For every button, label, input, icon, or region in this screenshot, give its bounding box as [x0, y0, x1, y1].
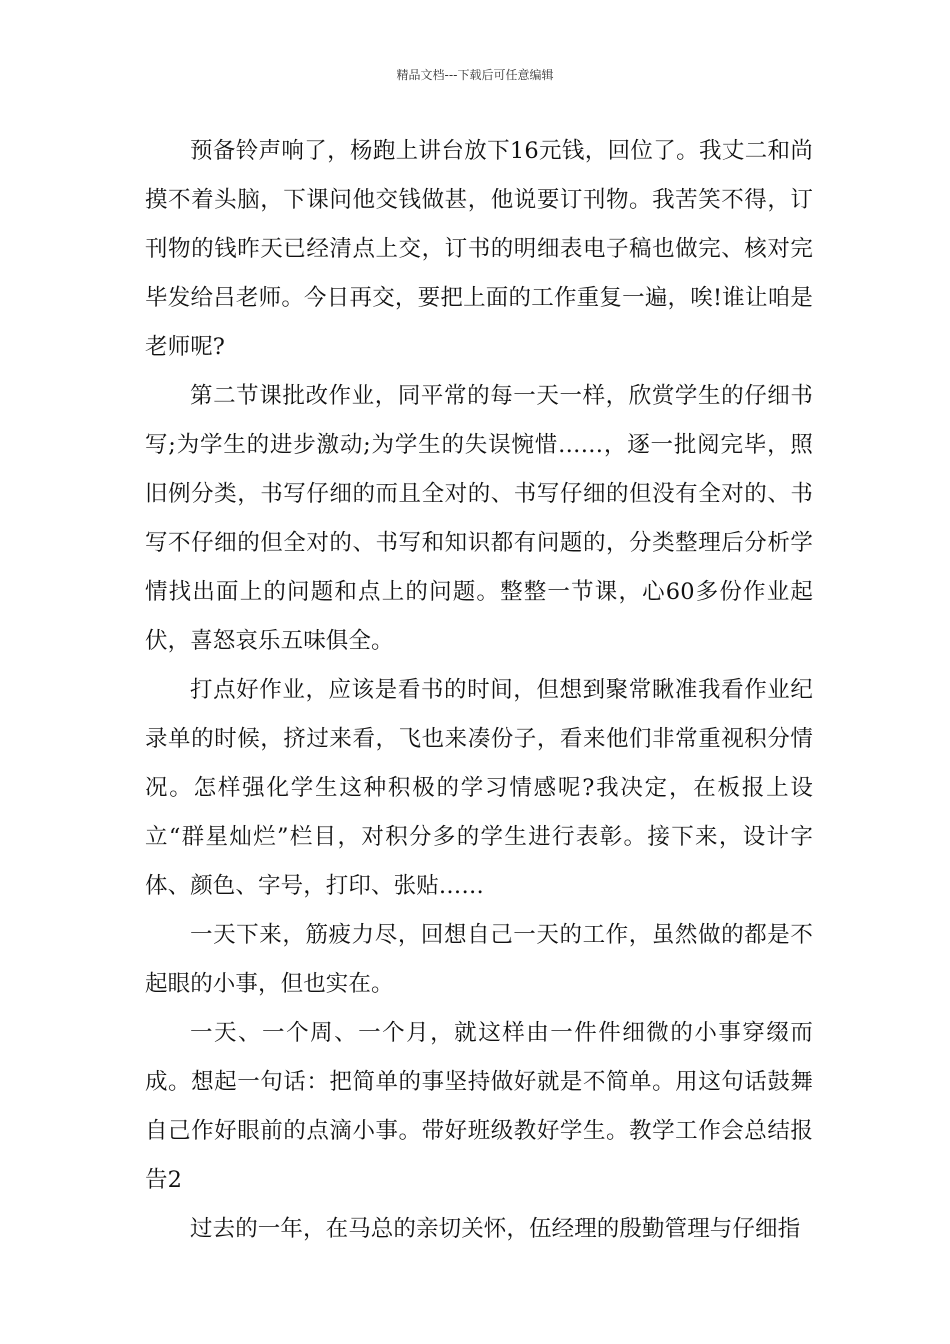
- paragraph-3: 打点好作业，应该是看书的时间，但想到聚常瞅准我看作业纪录单的时候，挤过来看，飞也来凑份子，看来他们非常重视积分情况。怎样强化学生这种积极的学习情感呢?我决定，在板报上设立“群星灿烂”栏目，对积分多的学生进行表彰。接下来，设计字体、颜色、字号，打印、张贴……: [145, 677, 813, 899]
- page-header: 精品文档---下载后可任意编辑: [396, 68, 554, 82]
- paragraph-5: 一天、一个周、一个月，就这样由一件件细微的小事穿缀而成。想起一句话：把简单的事坚持做好就是不简单。用这句话鼓舞自己作好眼前的点滴小事。带好班级教好学生。教学工作会总结报告2: [145, 1020, 813, 1193]
- paragraph-2: 第二节课批改作业，同平常的每一天一样，欣赏学生的仔细书写;为学生的进步激动;为学生的失误惋惜……，逐一批阅完毕，照旧例分类，书写仔细的而且全对的、书写仔细的但没有全对的、书写不仔细的但全对的、书写和知识都有问题的，分类整理后分析学情找出面上的问题和点上的问题。整整一节课，心60多份作业起伏，喜怒哀乐五味俱全。: [145, 383, 813, 654]
- document-body: [145, 127, 813, 1254]
- paragraph-4: 一天下来，筋疲力尽，回想自己一天的工作，虽然做的都是不起眼的小事，但也实在。: [145, 922, 813, 997]
- paragraph-1: 预备铃声响了，杨跑上讲台放下16元钱，回位了。我丈二和尚摸不着头脑，下课问他交钱做甚，他说要订刊物。我苦笑不得，订刊物的钱昨天已经清点上交，订书的明细表电子稿也做完、核对完毕发给吕老师。今日再交，要把上面的工作重复一遍，唉!谁让咱是老师呢?: [145, 138, 813, 360]
- paragraph-6: 过去的一年，在马总的亲切关怀，伍经理的殷勤管理与仔细指: [190, 1216, 801, 1242]
